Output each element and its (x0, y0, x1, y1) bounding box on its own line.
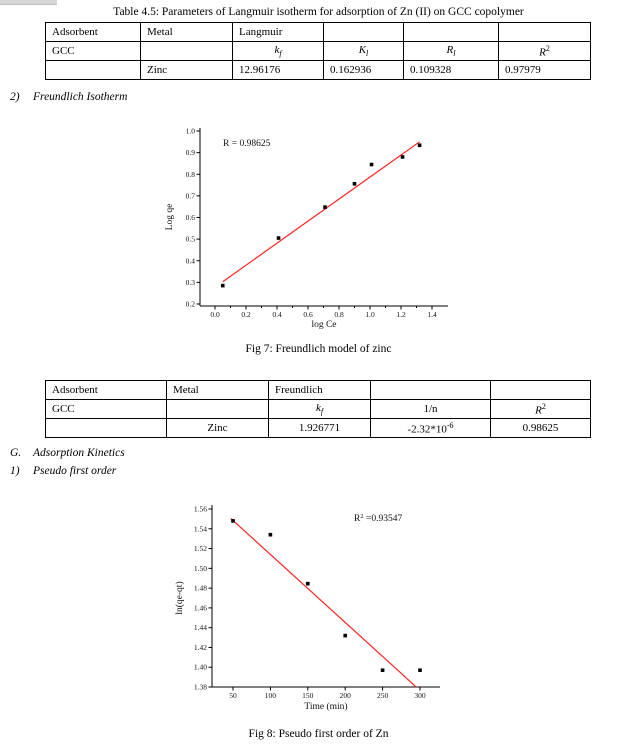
cell-Kl-value: 0.162936 (324, 61, 404, 80)
svg-text:0.7: 0.7 (185, 191, 195, 201)
param-R2: $R^2$ (499, 42, 591, 61)
table-row (46, 419, 591, 438)
svg-text:150: 150 (302, 691, 314, 700)
svg-text:1.42: 1.42 (193, 642, 207, 652)
table-row (46, 400, 591, 419)
param-R2: $R^2$ (491, 400, 591, 419)
svg-text:0.9: 0.9 (185, 148, 195, 158)
section-adsorption-kinetics (10, 447, 125, 459)
header-adsorbent: Adsorbent (46, 23, 141, 42)
empty-cell (167, 400, 269, 419)
param-Rl: $R_l$ (404, 42, 499, 61)
empty-cell (141, 42, 233, 61)
table-langmuir-title: Table 4.5: Parameters of Langmuir isotherm for adsorption of Zn (II) on GCC copolymer (113, 6, 524, 18)
header-adsorbent: Adsorbent (46, 381, 167, 400)
svg-text:0.2: 0.2 (241, 310, 251, 319)
svg-text:1.40: 1.40 (193, 662, 207, 672)
cell-1n-value: $-2.32*10^{-6}$ (371, 419, 491, 438)
svg-text:1.2: 1.2 (396, 310, 406, 319)
table-row (46, 61, 591, 80)
empty-cell (371, 381, 491, 400)
fig7-caption: Fig 7: Freundlich model of zinc (245, 343, 392, 355)
cell-adsorbent-value: GCC (46, 400, 167, 419)
svg-text:1.38: 1.38 (193, 682, 207, 692)
freundlich-parameters-table (45, 380, 591, 438)
empty-cell (46, 419, 167, 438)
cell-kf-value: 12.96176 (233, 61, 324, 80)
svg-text:1.44: 1.44 (193, 623, 207, 633)
fig8-caption: Fig 8: Pseudo first order of Zn (248, 728, 389, 740)
svg-text:Log qe: Log qe (165, 203, 175, 231)
svg-text:0.8: 0.8 (185, 169, 195, 179)
header-langmuir: Langmuir (233, 23, 324, 42)
table-row (46, 381, 591, 400)
empty-cell (491, 381, 591, 400)
svg-text:1.54: 1.54 (193, 524, 207, 534)
header-freundlich: Freundlich (269, 381, 371, 400)
svg-text:1.4: 1.4 (427, 310, 437, 319)
svg-text:Time (min): Time (min) (304, 702, 348, 712)
param-kf: $k_f$ (269, 400, 371, 419)
svg-text:1.56: 1.56 (193, 504, 207, 514)
table-row (46, 23, 591, 42)
param-kf: $k_f$ (233, 42, 324, 61)
cell-R2-value: 0.97979 (499, 61, 591, 80)
header-metal: Metal (141, 23, 233, 42)
svg-text:log Ce: log Ce (311, 320, 337, 330)
cell-kf-value: 1.926771 (269, 419, 371, 438)
cell-metal-value: Zinc (141, 61, 233, 80)
svg-text:0.3: 0.3 (185, 277, 195, 287)
cell-Rl-value: 0.109328 (404, 61, 499, 80)
svg-text:300: 300 (414, 691, 426, 700)
table-row (46, 42, 591, 61)
svg-text:0.5: 0.5 (185, 234, 195, 244)
svg-text:0.8: 0.8 (334, 310, 344, 319)
svg-text:0.4: 0.4 (185, 256, 195, 266)
section-number: 2) (10, 91, 20, 103)
empty-cell (499, 23, 591, 42)
cell-metal-value: Zinc (167, 419, 269, 438)
page-edge-artifact (0, 0, 57, 5)
empty-cell (46, 61, 141, 80)
cell-adsorbent-value: GCC (46, 42, 141, 61)
svg-text:1.48: 1.48 (193, 583, 207, 593)
section-number: 1) (10, 465, 20, 477)
section-label: Pseudo first order (33, 465, 117, 477)
section-label: Adsorption Kinetics (33, 447, 125, 459)
empty-cell (324, 23, 404, 42)
svg-text:200: 200 (339, 691, 351, 700)
param-1n: 1/n (371, 400, 491, 419)
svg-text:100: 100 (264, 691, 277, 700)
section-number: G. (10, 447, 22, 459)
svg-text:250: 250 (376, 691, 389, 700)
langmuir-parameters-table (45, 22, 591, 80)
empty-cell (404, 23, 499, 42)
fig8-pseudo-first-order-chart (150, 495, 470, 717)
param-Kl: $K_l$ (324, 42, 404, 61)
header-metal: Metal (167, 381, 269, 400)
svg-text:1.0: 1.0 (185, 126, 195, 136)
svg-text:0.2: 0.2 (185, 299, 195, 309)
section-label: Freundlich Isotherm (33, 91, 128, 103)
svg-text:1.50: 1.50 (193, 563, 207, 573)
section-freundlich-isotherm (10, 91, 127, 103)
svg-text:50: 50 (229, 691, 237, 700)
svg-text:1.52: 1.52 (193, 544, 207, 554)
section-pseudo-first-order (10, 465, 116, 477)
svg-text:0.6: 0.6 (185, 213, 195, 222)
fig7-freundlich-chart (150, 120, 470, 335)
cell-R2-value: 0.98625 (491, 419, 591, 438)
svg-text:R2 =0.93547: $R^2 =0.93547$ (354, 513, 403, 524)
svg-text:R = 0.98625: R = 0.98625 (223, 139, 271, 149)
svg-text:0.0: 0.0 (210, 310, 220, 319)
svg-text:ln(qe-qt): ln(qe-qt) (175, 581, 185, 615)
svg-text:1.0: 1.0 (365, 310, 375, 319)
svg-text:0.6: 0.6 (303, 310, 313, 319)
svg-text:0.4: 0.4 (272, 310, 282, 319)
svg-text:1.46: 1.46 (193, 603, 207, 613)
